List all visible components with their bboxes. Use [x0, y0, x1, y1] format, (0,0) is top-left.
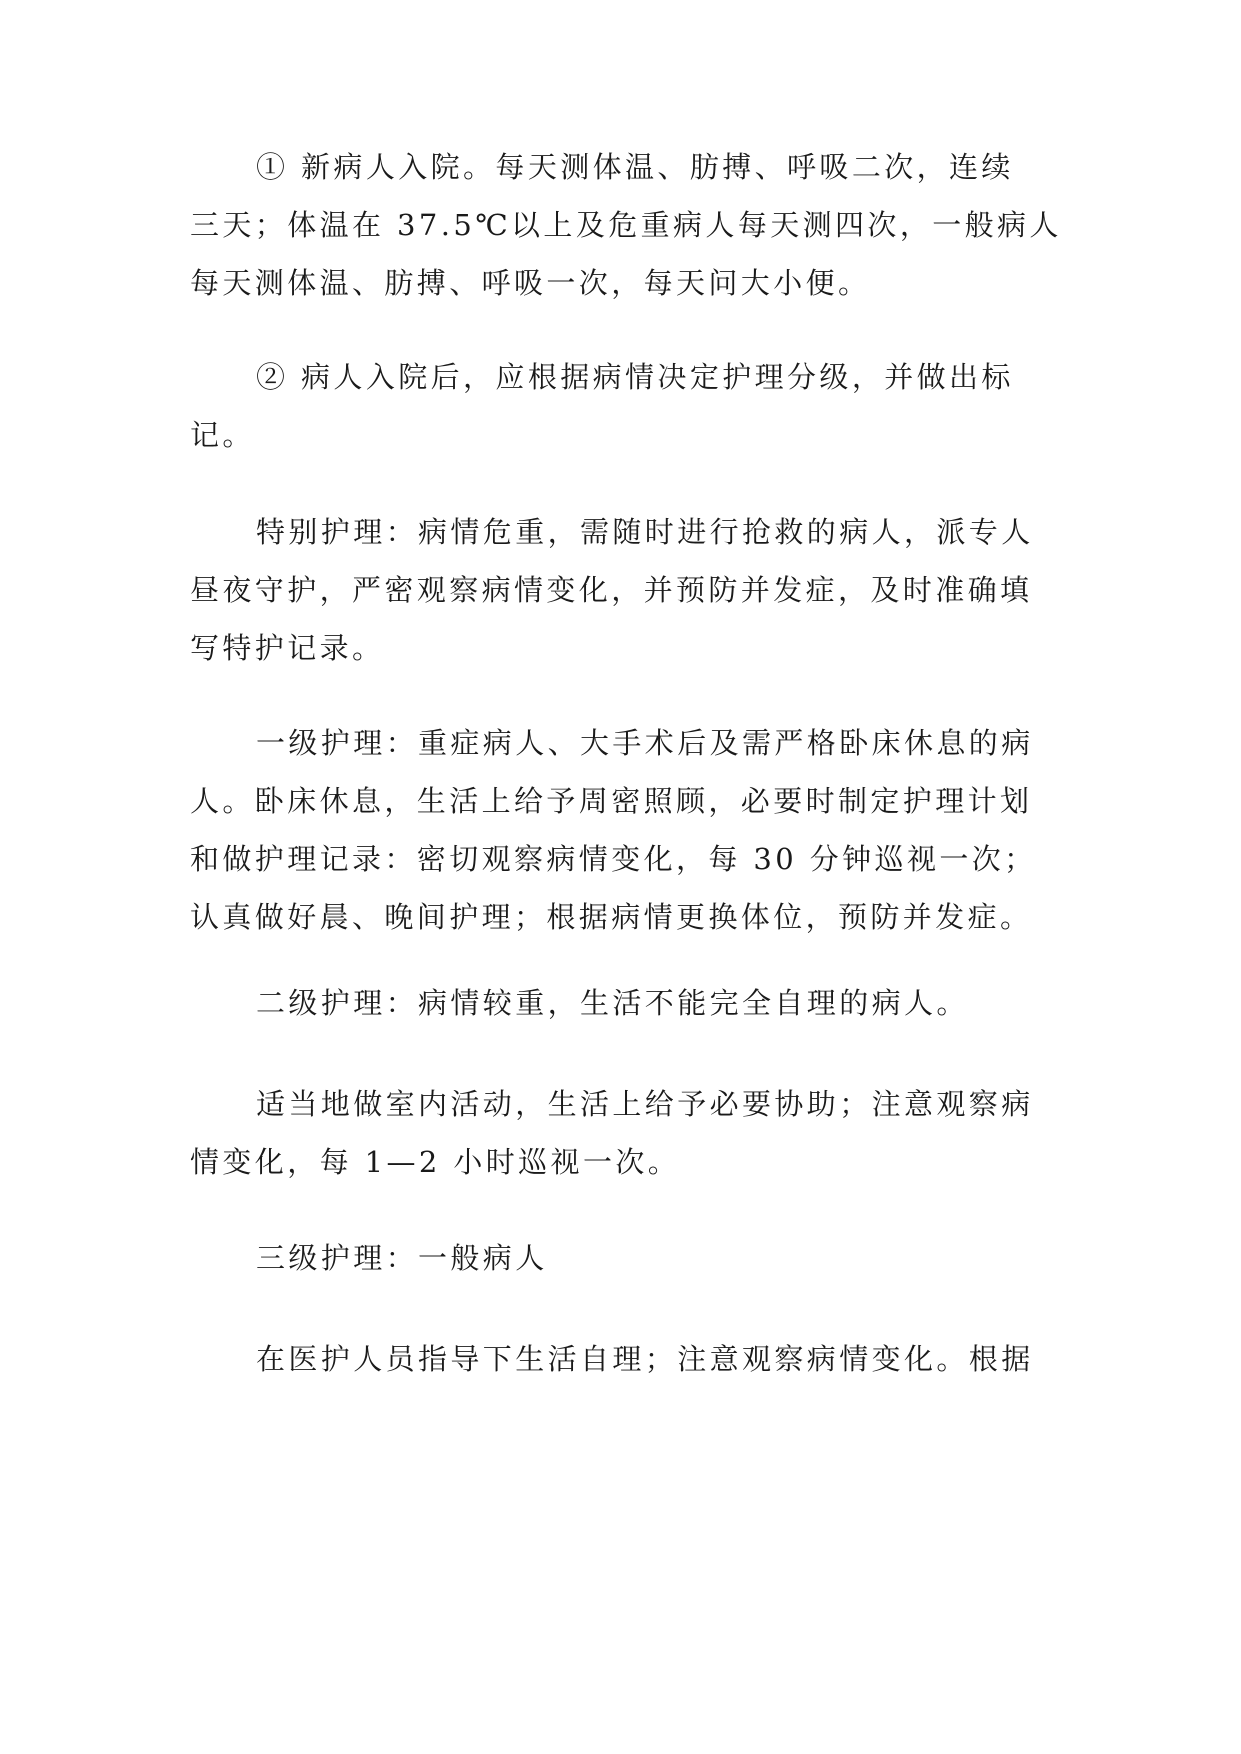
paragraph-level-two-care — [190, 974, 1052, 1032]
text-line: 认真做好晨、晚间护理；根据病情更换体位，预防并发症。 — [190, 900, 1033, 934]
text-line: 一级护理：重症病人、大手术后及需严格卧床休息的病 — [256, 726, 1034, 760]
text-line: 适当地做室内活动，生活上给予必要协助；注意观察病 — [256, 1087, 1034, 1121]
text-line: 三天；体温在 37.5℃以上及危重病人每天测四次，一般病人 — [190, 208, 1062, 242]
paragraph-nursing-level-marking — [190, 348, 1052, 464]
text-line: 昼夜守护，严密观察病情变化，并预防并发症，及时准确填 — [190, 573, 1033, 607]
paragraph-level-three-care — [190, 1229, 1052, 1287]
text-line: 每天测体温、肪搏、呼吸一次，每天问大小便。 — [190, 266, 871, 300]
text-line: 记。 — [190, 418, 255, 452]
paragraph-level-three-self-care — [190, 1330, 1052, 1388]
paragraph-special-care — [190, 503, 1052, 677]
text-line: ① 新病人入院。每天测体温、肪搏、呼吸二次，连续 — [256, 150, 1014, 184]
text-line: ② 病人入院后，应根据病情决定护理分级，并做出标 — [256, 360, 1014, 394]
text-line: 情变化，每 1—2 小时巡视一次。 — [190, 1145, 681, 1179]
text-line: 二级护理：病情较重，生活不能完全自理的病人。 — [256, 986, 969, 1020]
text-line: 三级护理：一般病人 — [256, 1241, 548, 1275]
paragraph-new-patient-admission — [190, 138, 1062, 312]
text-line: 人。卧床休息，生活上给予周密照顾，必要时制定护理计划 — [190, 784, 1033, 818]
text-line: 在医护人员指导下生活自理；注意观察病情变化。根据 — [256, 1342, 1034, 1376]
text-line: 特别护理：病情危重，需随时进行抢救的病人，派专人 — [256, 515, 1034, 549]
text-line: 和做护理记录：密切观察病情变化，每 30 分钟巡视一次； — [190, 842, 1037, 876]
text-line: 写特护记录。 — [190, 631, 385, 665]
paragraph-level-two-activity — [190, 1075, 1052, 1191]
paragraph-level-one-care — [190, 714, 1052, 946]
